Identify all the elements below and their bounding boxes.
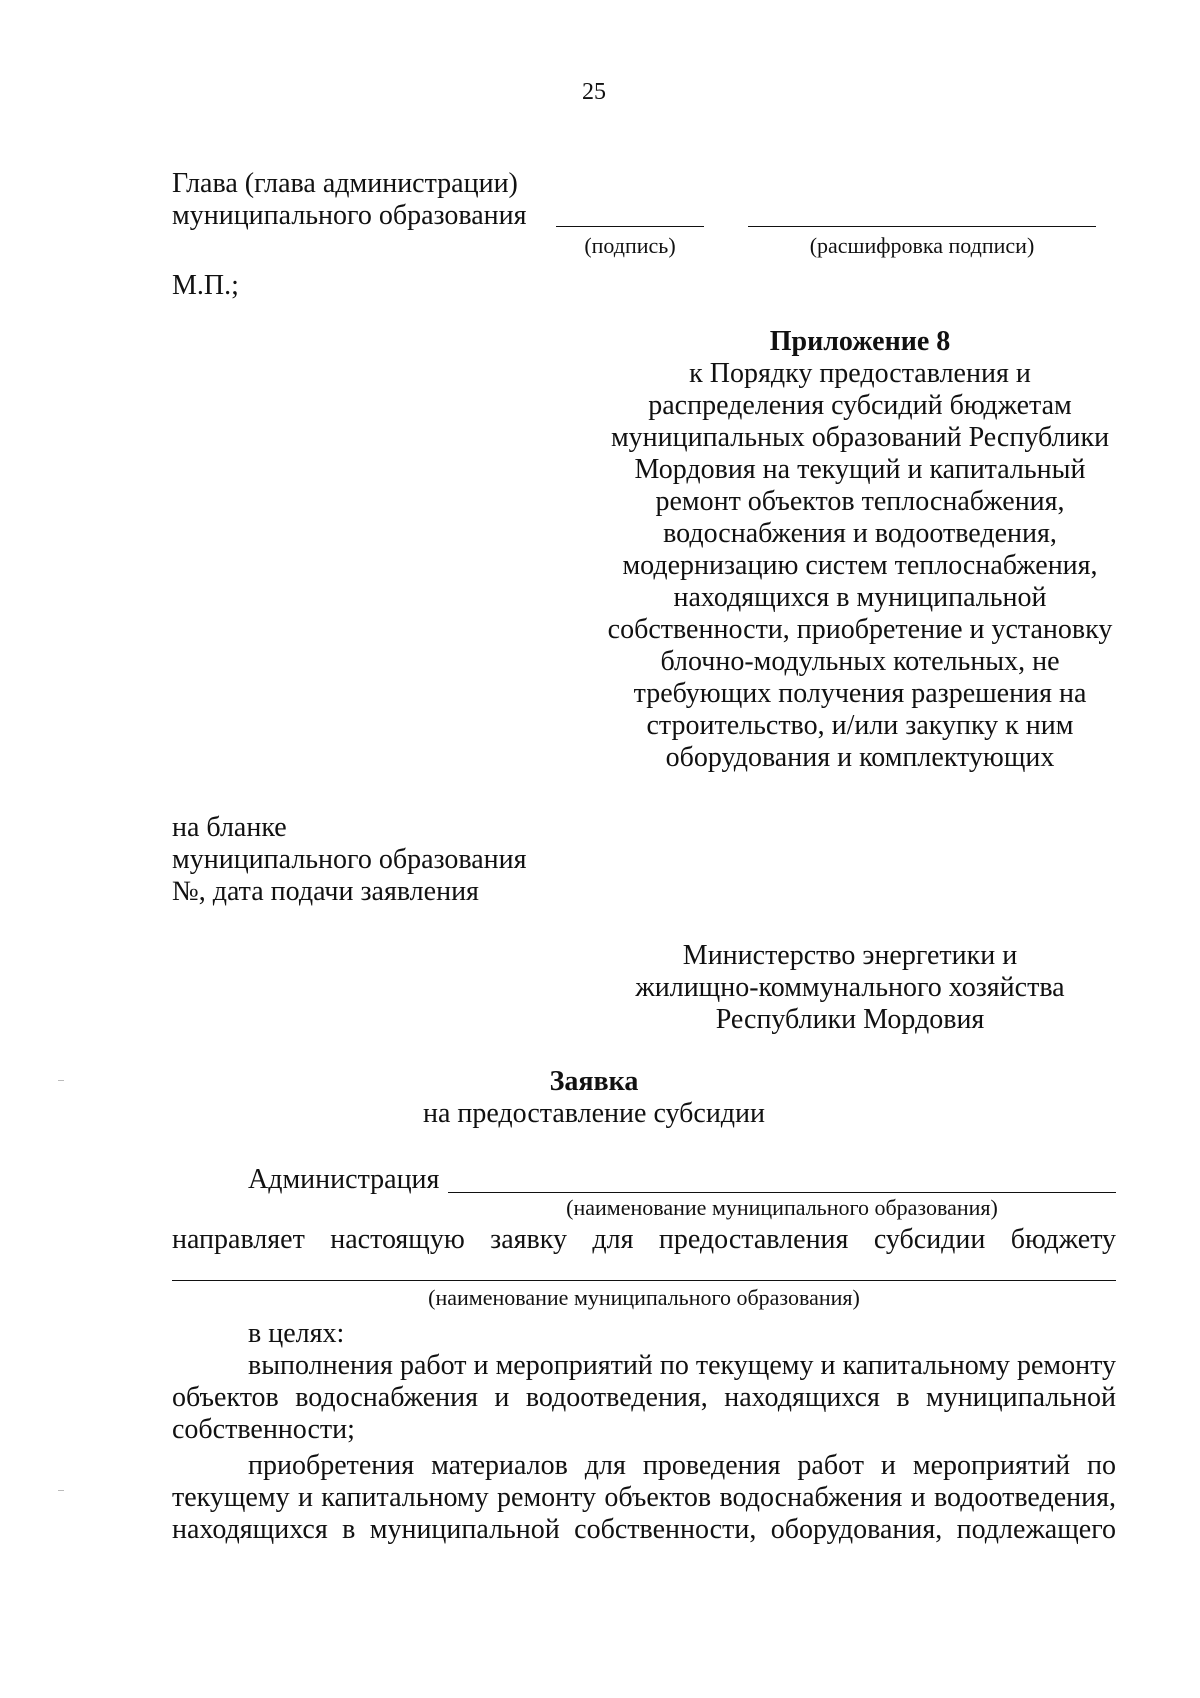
directs-word: предоставления xyxy=(658,1224,849,1255)
addressee-line: жилищно-коммунального хозяйства xyxy=(635,972,1065,1003)
page-number: 25 xyxy=(582,79,606,105)
appendix-line: муниципальных образований Республики xyxy=(610,422,1110,453)
appendix-line: требующих получения разрешения на xyxy=(633,678,1087,709)
appendix-line: водоснабжения и водоотведения, xyxy=(663,518,1057,549)
request-subtitle: на предоставление субсидии xyxy=(422,1098,766,1129)
paragraph-line: находящихся в муниципальной собственности, оборудования, подлежащего xyxy=(172,1514,1116,1545)
letterhead-line: на бланке xyxy=(172,812,287,843)
request-title: Заявка xyxy=(549,1066,639,1097)
addressee-line: Республики Мордовия xyxy=(715,1004,985,1035)
letterhead-note xyxy=(172,812,527,908)
directs-request-line xyxy=(172,1224,1116,1256)
municipality-name-caption: (наименование муниципального образования) xyxy=(566,1195,998,1220)
addressee-line: Министерство энергетики и xyxy=(682,940,1018,971)
addressee-block xyxy=(620,940,1080,1036)
directs-word: для xyxy=(592,1224,634,1255)
appendix-line: собственности, приобретение и установку xyxy=(607,614,1113,645)
purpose-paragraph-1 xyxy=(172,1350,1116,1446)
budget-name-caption: (наименование муниципального образования) xyxy=(428,1285,860,1310)
purpose-paragraph-2 xyxy=(172,1450,1116,1546)
appendix-line: ремонт объектов теплоснабжения, xyxy=(655,486,1065,517)
budget-name-field-line xyxy=(172,1280,1116,1281)
appendix-line: распределения субсидий бюджетам xyxy=(648,390,1072,421)
appendix-line: модернизацию систем теплоснабжения, xyxy=(622,550,1098,581)
municipality-name-field-line xyxy=(448,1192,1116,1193)
paragraph-line: текущему и капитальному ремонту объектов водоснабжения и водоотведения, xyxy=(172,1482,1116,1513)
appendix-line: блочно-модульных котельных, не xyxy=(660,646,1060,677)
appendix-line: находящихся в муниципальной xyxy=(673,582,1047,613)
appendix-line: строительство, и/или закупку к ним xyxy=(646,710,1074,741)
scan-margin-mark xyxy=(58,1490,64,1491)
scan-margin-mark xyxy=(58,1080,64,1081)
directs-word: заявку xyxy=(490,1224,567,1255)
signature-transcript-field-line xyxy=(748,226,1096,227)
signature-transcript-caption: (расшифровка подписи) xyxy=(809,233,1035,258)
stamp-mark: М.П.; xyxy=(172,270,239,301)
directs-word: субсидии xyxy=(873,1224,986,1255)
head-municipality-line: муниципального образования xyxy=(172,200,527,231)
purposes-intro: в целях: xyxy=(248,1318,345,1349)
appendix-line: оборудования и комплектующих xyxy=(665,742,1055,773)
paragraph-line: собственности; xyxy=(172,1414,355,1445)
appendix-line: к Порядку предоставления и xyxy=(689,358,1031,389)
appendix-block xyxy=(590,326,1130,774)
paragraph-line: выполнения работ и мероприятий по текущему и капитальному ремонту xyxy=(248,1350,1116,1381)
paragraph-line: приобретения материалов для проведения работ и мероприятий по xyxy=(248,1450,1116,1481)
signature-field-line xyxy=(556,226,704,227)
directs-word: направляет xyxy=(172,1224,305,1255)
appendix-title: Приложение 8 xyxy=(769,326,951,357)
letterhead-line: №, дата подачи заявления xyxy=(172,876,479,907)
directs-word: настоящую xyxy=(330,1224,465,1255)
paragraph-line: объектов водоснабжения и водоотведения, находящихся в муниципальной xyxy=(172,1382,1116,1413)
letterhead-line: муниципального образования xyxy=(172,844,527,875)
signature-caption: (подпись) xyxy=(584,233,676,258)
administration-label: Администрация xyxy=(248,1164,440,1195)
appendix-line: Мордовия на текущий и капитальный xyxy=(634,454,1086,485)
head-title-line: Глава (глава администрации) xyxy=(172,168,518,199)
directs-word: бюджету xyxy=(1010,1224,1117,1255)
